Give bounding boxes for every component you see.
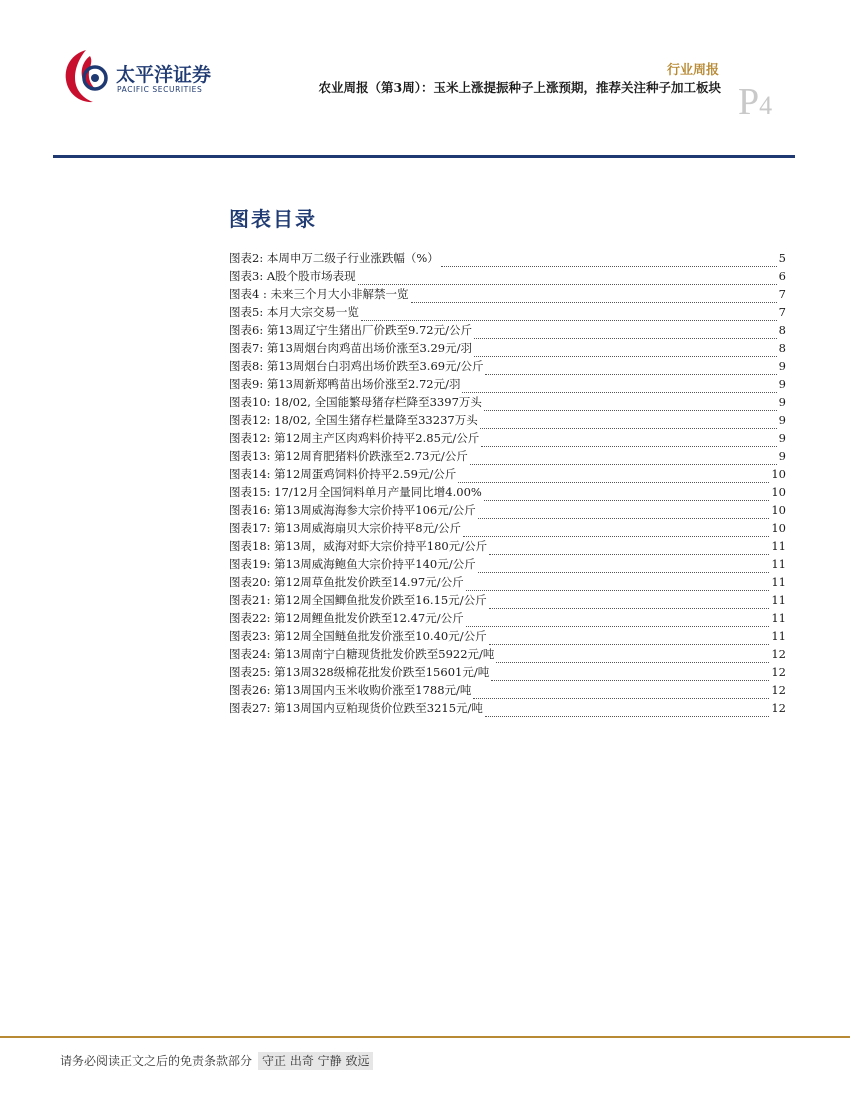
toc-dot-leader <box>489 542 769 555</box>
toc-item-page: 10 <box>771 485 786 499</box>
toc-heading: 图表目录 <box>229 207 317 231</box>
toc-item[interactable] <box>229 393 786 411</box>
footer <box>60 1052 373 1069</box>
toc-dot-leader <box>478 560 770 573</box>
toc-dot-leader <box>489 632 770 645</box>
toc-item[interactable] <box>229 645 786 663</box>
toc-item-label: 图表24: 第13周南宁白糖现货批发价跌至5922元/吨 <box>229 647 495 661</box>
toc-dot-leader <box>496 650 769 663</box>
report-type: 行业周报 <box>666 63 719 78</box>
toc-dot-leader <box>466 614 770 627</box>
footer-divider <box>0 1036 850 1038</box>
toc-item-label: 图表8: 第13周烟台白羽鸡出场价跌至3.69元/公斤 <box>229 359 484 373</box>
toc-item-page: 8 <box>778 323 786 337</box>
toc-item-label: 图表13: 第12周育肥猪料价跌涨至2.73元/公斤 <box>229 449 468 463</box>
toc-dot-leader <box>489 596 770 609</box>
toc-dot-leader <box>478 506 770 519</box>
toc-item-page: 10 <box>771 521 786 535</box>
toc-item-label: 图表20: 第12周草鱼批发价跌至14.97元/公斤 <box>229 575 464 589</box>
toc-item-label: 图表18: 第13周，威海对虾大宗价持平180元/公斤 <box>229 539 488 553</box>
toc-item-label: 图表17: 第13周威海扇贝大宗价持平8元/公斤 <box>229 521 461 535</box>
toc-dot-leader <box>484 488 770 501</box>
toc-item[interactable] <box>229 555 786 573</box>
toc-item[interactable] <box>229 681 786 699</box>
toc-item-page: 11 <box>771 629 786 643</box>
toc-dot-leader <box>474 344 777 357</box>
toc-item-page: 12 <box>771 647 786 661</box>
toc-item[interactable] <box>229 249 786 267</box>
report-title: 农业周报（第3周）：玉米上涨提振种子上涨预期，推荐关注种子加工板块 <box>318 80 721 95</box>
toc-item[interactable] <box>229 321 786 339</box>
toc-item-label: 图表4 : 未来三个月大小非解禁一览 <box>229 287 409 301</box>
toc-item-page: 7 <box>778 287 786 301</box>
toc-item[interactable] <box>229 375 786 393</box>
toc-item-page: 12 <box>771 683 786 697</box>
toc-item[interactable] <box>229 357 786 375</box>
toc-item[interactable] <box>229 537 786 555</box>
toc-dot-leader <box>466 578 770 591</box>
toc-dot-leader <box>491 668 769 681</box>
toc-item-label: 图表6: 第13周辽宁生猪出厂价跌至9.72元/公斤 <box>229 323 472 337</box>
footer-slogan: 守正 出奇 宁静 致远 <box>258 1052 373 1070</box>
toc-item-label: 图表16: 第13周威海海参大宗价持平106元/公斤 <box>229 503 476 517</box>
toc-item-label: 图表2: 本周申万二级子行业涨跌幅（%） <box>229 251 439 265</box>
page-label <box>738 80 772 124</box>
toc-item-label: 图表22: 第12周鲤鱼批发价跌至12.47元/公斤 <box>229 611 464 625</box>
toc-item-page: 11 <box>771 557 786 571</box>
toc-dot-leader <box>361 308 777 321</box>
page-label-number: 4 <box>759 91 773 120</box>
toc-item-page: 12 <box>771 701 786 715</box>
toc-item-page: 9 <box>778 395 786 409</box>
toc-item-page: 9 <box>778 377 786 391</box>
toc-dot-leader <box>474 326 777 339</box>
toc-item-page: 10 <box>771 467 786 481</box>
toc-item-page: 6 <box>778 269 786 283</box>
toc-item-page: 11 <box>771 539 786 553</box>
toc-item[interactable] <box>229 303 786 321</box>
company-logo <box>60 46 230 110</box>
toc-item[interactable] <box>229 573 786 591</box>
toc-dot-leader <box>463 524 769 537</box>
toc-item-label: 图表5: 本月大宗交易一览 <box>229 305 359 319</box>
toc-dot-leader <box>470 452 777 465</box>
toc-item-label: 图表27: 第13周国内豆粕现货价位跌至3215元/吨 <box>229 701 483 715</box>
toc-dot-leader <box>480 416 777 429</box>
toc-item-page: 9 <box>778 449 786 463</box>
toc-item-page: 9 <box>778 359 786 373</box>
toc-dot-leader <box>358 272 777 285</box>
toc-item[interactable] <box>229 699 786 717</box>
toc-dot-leader <box>441 254 777 267</box>
toc-item[interactable] <box>229 627 786 645</box>
toc-item[interactable] <box>229 501 786 519</box>
logo-name-en: PACIFIC SECURITIES <box>117 85 203 94</box>
toc-item-label: 图表14: 第12周蛋鸡饲料价持平2.59元/公斤 <box>229 467 457 481</box>
toc-item-label: 图表25: 第13周328级棉花批发价跌至15601元/吨 <box>229 665 490 679</box>
toc-item[interactable] <box>229 447 786 465</box>
toc-dot-leader <box>485 362 776 375</box>
toc-item-label: 图表12: 第12周主产区肉鸡料价持平2.85元/公斤 <box>229 431 480 445</box>
toc-item[interactable] <box>229 591 786 609</box>
toc-item-page: 8 <box>778 341 786 355</box>
toc-item-page: 11 <box>771 611 786 625</box>
toc-item[interactable] <box>229 483 786 501</box>
toc-item[interactable] <box>229 411 786 429</box>
toc-item-label: 图表23: 第12周全国鲢鱼批发价涨至10.40元/公斤 <box>229 629 487 643</box>
toc-list <box>229 249 786 717</box>
toc-item[interactable] <box>229 429 786 447</box>
toc-item-page: 5 <box>778 251 786 265</box>
toc-item[interactable] <box>229 609 786 627</box>
logo-name-cn: 太平洋证券 <box>116 64 212 86</box>
toc-item[interactable] <box>229 339 786 357</box>
toc-item-page: 11 <box>771 593 786 607</box>
toc-item-label: 图表26: 第13周国内玉米收购价涨至1788元/吨 <box>229 683 472 697</box>
toc-item-page: 9 <box>778 431 786 445</box>
toc-dot-leader <box>473 686 769 699</box>
toc-dot-leader <box>462 380 776 393</box>
toc-dot-leader <box>485 704 769 717</box>
toc-item-label: 图表19: 第13周威海鲍鱼大宗价持平140元/公斤 <box>229 557 476 571</box>
footer-disclaimer: 请务必阅读正文之后的免责条款部分 <box>60 1054 253 1068</box>
toc-item-label: 图表3: A股个股市场表现 <box>229 269 356 283</box>
toc-item-page: 12 <box>771 665 786 679</box>
toc-dot-leader <box>411 290 777 303</box>
toc-item-page: 9 <box>778 413 786 427</box>
toc-item[interactable] <box>229 285 786 303</box>
header-divider <box>53 155 795 158</box>
page-label-letter: P <box>738 81 760 123</box>
toc-item[interactable] <box>229 465 786 483</box>
toc-item-label: 图表12: 18/02, 全国生猪存栏量降至33237万头 <box>229 413 478 427</box>
toc-item-page: 10 <box>771 503 786 517</box>
pacific-securities-logo-icon <box>60 46 112 106</box>
toc-dot-leader <box>484 398 777 411</box>
toc-item-page: 11 <box>771 575 786 589</box>
toc-item-label: 图表21: 第12周全国鲫鱼批发价跌至16.15元/公斤 <box>229 593 487 607</box>
toc-item[interactable] <box>229 519 786 537</box>
toc-item-label: 图表15: 17/12月全国饲料单月产量同比增4.00% <box>229 485 482 499</box>
toc-item[interactable] <box>229 663 786 681</box>
toc-dot-leader <box>481 434 776 447</box>
toc-item-label: 图表10: 18/02, 全国能繁母猪存栏降至3397万头 <box>229 395 482 409</box>
toc-item-label: 图表9: 第13周新郑鸭苗出场价涨至2.72元/羽 <box>229 377 461 391</box>
toc-item-page: 7 <box>778 305 786 319</box>
toc-item[interactable] <box>229 267 786 285</box>
toc-dot-leader <box>458 470 769 483</box>
toc-item-label: 图表7: 第13周烟台肉鸡苗出场价涨至3.29元/羽 <box>229 341 472 355</box>
